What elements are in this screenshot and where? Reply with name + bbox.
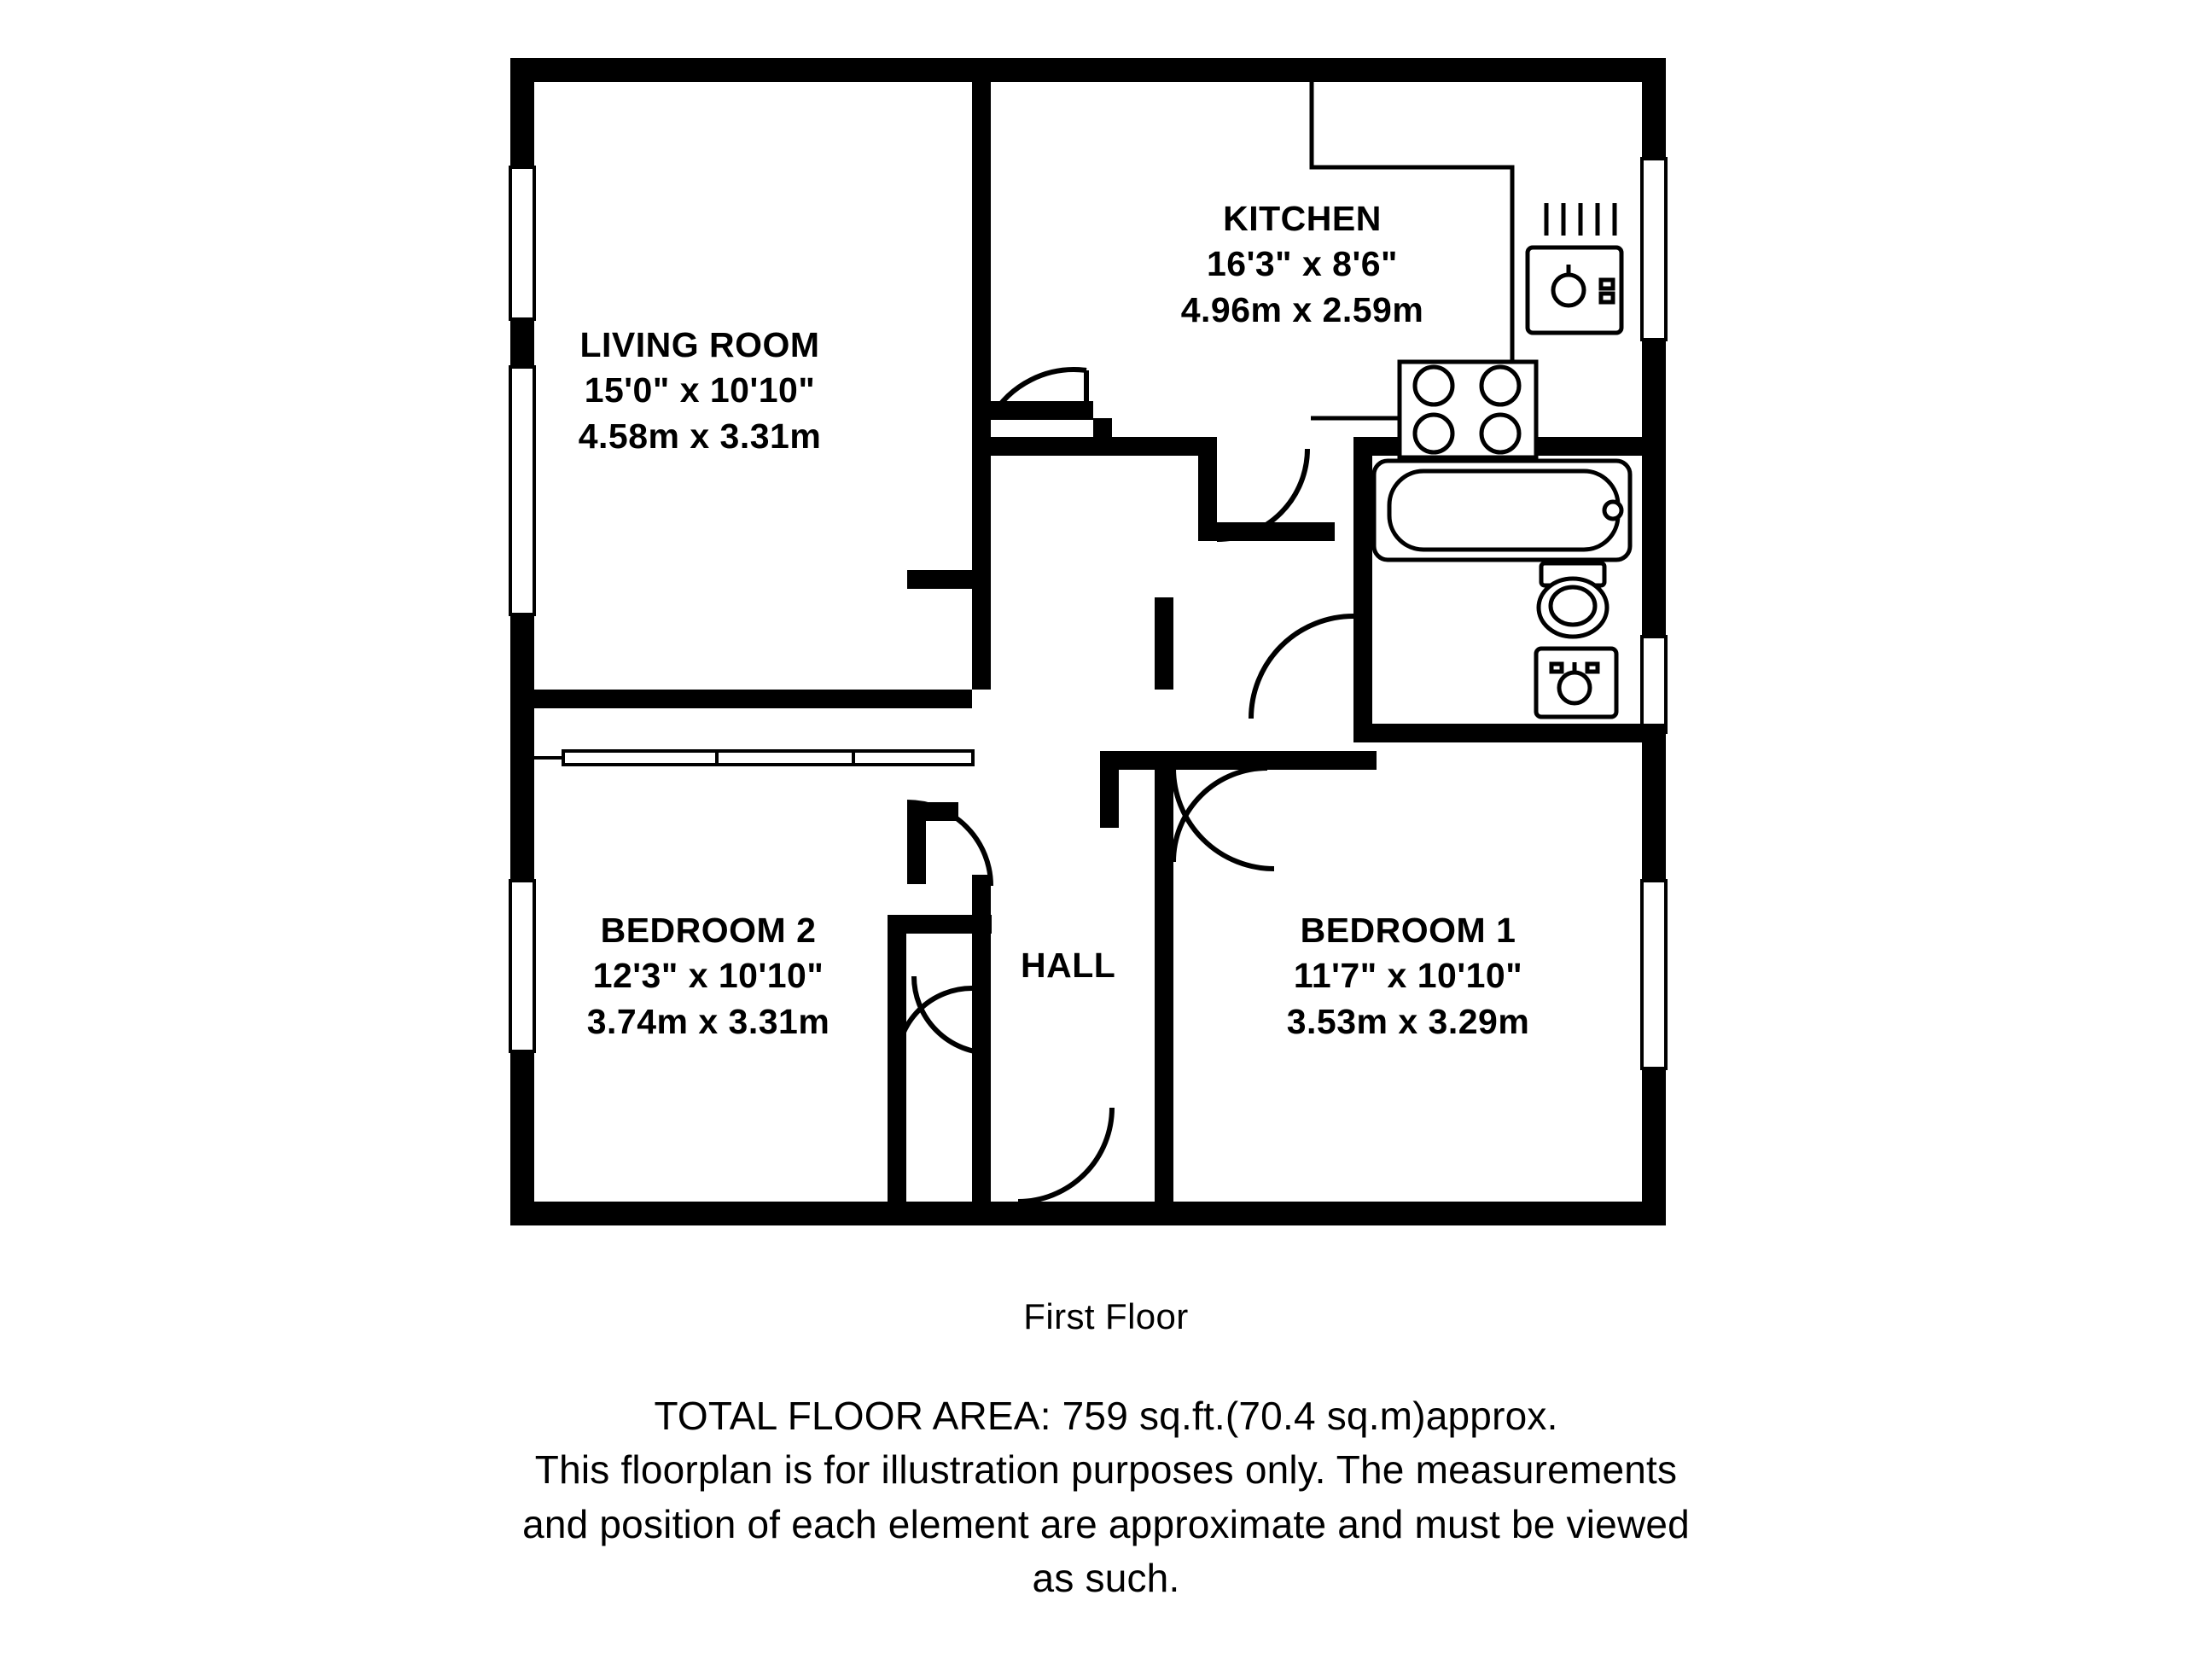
room-label-bedroom-2 bbox=[504, 908, 913, 1045]
floorplan-disclaimer bbox=[0, 1389, 2212, 1606]
internal-glazing bbox=[534, 751, 973, 765]
doors bbox=[897, 370, 1353, 1202]
drainer-icon bbox=[1546, 203, 1615, 236]
bedroom-2-dim-imperial: 12'3" x 10'10" bbox=[592, 956, 824, 996]
total-floor-area: TOTAL FLOOR AREA: 759 sq.ft.(70.4 sq.m)approx. bbox=[654, 1394, 1558, 1438]
kitchen-dim-imperial: 16'3" x 8'6" bbox=[1207, 244, 1398, 284]
kitchen-sink bbox=[1528, 247, 1621, 333]
living-room-dim-metric: 4.58m x 3.31m bbox=[578, 416, 822, 456]
living-room-name: LIVING ROOM bbox=[579, 325, 820, 364]
wash-basin bbox=[1536, 649, 1616, 717]
bedroom-1-dim-metric: 3.53m x 3.29m bbox=[1286, 1001, 1530, 1041]
toilet bbox=[1539, 563, 1607, 637]
disclaimer-line-1: This floorplan is for illustration purposes only. The measurements bbox=[534, 1447, 1678, 1493]
bathroom-fittings bbox=[1374, 461, 1630, 717]
room-label-bedroom-1 bbox=[1195, 908, 1621, 1045]
room-label-kitchen bbox=[1080, 196, 1524, 333]
room-label-hall: HALL bbox=[1021, 946, 1116, 985]
bedroom-2-name: BEDROOM 2 bbox=[600, 911, 817, 950]
bedroom-1-dim-imperial: 11'7" x 10'10" bbox=[1293, 956, 1523, 996]
living-room-dim-imperial: 15'0" x 10'10" bbox=[584, 370, 816, 410]
floor-title: First Floor bbox=[1023, 1296, 1189, 1336]
bath-tub bbox=[1374, 461, 1630, 560]
bedroom-1-name: BEDROOM 1 bbox=[1300, 911, 1516, 950]
hob-cooker bbox=[1400, 362, 1536, 457]
bedroom-2-dim-metric: 3.74m x 3.31m bbox=[586, 1001, 830, 1041]
kitchen-dim-metric: 4.96m x 2.59m bbox=[1180, 289, 1424, 329]
disclaimer-line-3: as such. bbox=[1032, 1556, 1180, 1601]
disclaimer-line-2: and position of each element are approximate and must be viewed bbox=[522, 1501, 1690, 1546]
kitchen-name: KITCHEN bbox=[1223, 199, 1382, 238]
room-label-living-room bbox=[478, 323, 922, 459]
